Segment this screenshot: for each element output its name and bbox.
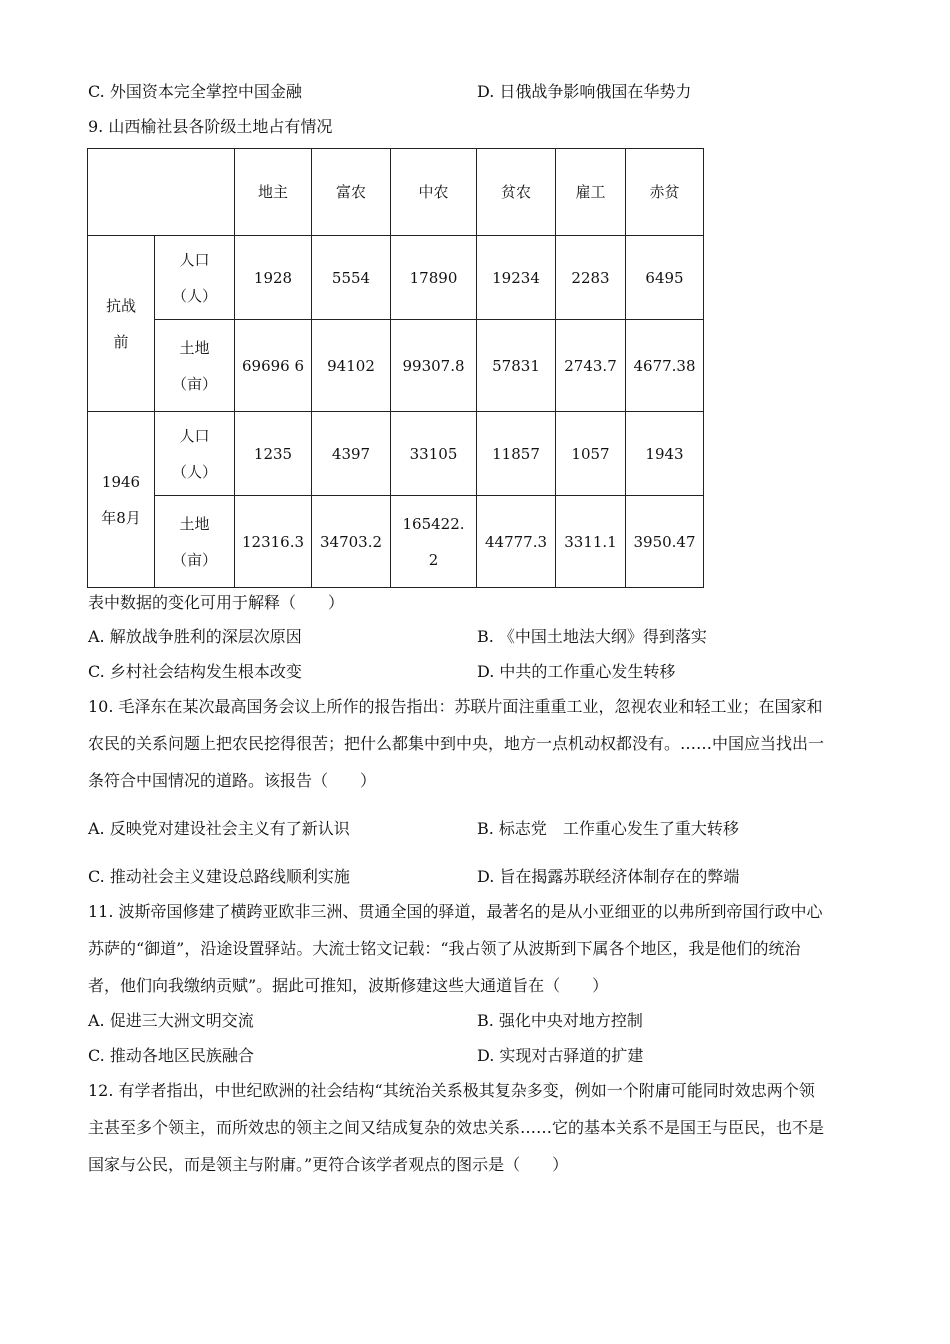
row-label-land: 土地 （亩） [155,320,235,412]
table-cell: 33105 [391,412,477,496]
q10-option-d: D. 旨在揭露苏联经济体制存在的弊端 [477,867,740,886]
period-label-aug-1946: 1946 年8月 [88,412,155,588]
table-cell: 3311.1 [556,496,626,588]
q9-option-c: C. 乡村社会结构发生根本改变 [88,662,302,681]
table-row [88,412,704,496]
table-cell: 94102 [312,320,391,412]
period-label-before-war: 抗战 前 [88,236,155,412]
table-cell: 1235 [235,412,312,496]
q9-option-d: D. 中共的工作重心发生转移 [477,662,676,681]
table-cell: 11857 [477,412,556,496]
q9-question: 表中数据的变化可用于解释（ ） [88,593,345,612]
table-cell: 2743.7 [556,320,626,412]
q10-option-b: B. 标志党 工作重心发生了重大转移 [477,819,739,838]
table-cell: 99307.8 [391,320,477,412]
q11-option-a: A. 促进三大洲文明交流 [88,1011,254,1030]
row-label-land: 土地 （亩） [155,496,235,588]
table-row [88,236,704,320]
q8-option-c: C. 外国资本完全掌控中国金融 [88,82,302,101]
q9-option-a: A. 解放战争胜利的深层次原因 [88,627,302,646]
table-cell: 1928 [235,236,312,320]
table-cell: 3950.47 [626,496,704,588]
table-header-row [88,149,704,236]
table-row [88,496,704,588]
q12-stem-line: 主甚至多个领主，而所效忠的领主之间又结成复杂的效忠关系……它的基本关系不是国王与臣民，也不是 [88,1118,825,1137]
q11-option-d: D. 实现对古驿道的扩建 [477,1046,644,1065]
table-row [88,320,704,412]
q8-option-d: D. 日俄战争影响俄国在华势力 [477,82,692,101]
table-cell: 19234 [477,236,556,320]
land-ownership-table [87,148,704,588]
header-cell: 中农 [391,149,477,236]
q10-option-a: A. 反映党对建设社会主义有了新认识 [88,819,350,838]
header-cell: 赤贫 [626,149,704,236]
q9-option-b: B. 《中国土地法大纲》得到落实 [477,627,707,646]
q10-stem-line: 农民的关系问题上把农民挖得很苦；把什么都集中到中央，地方一点机动权都没有。……中国应当找出一 [88,734,825,753]
table-cell: 4677.38 [626,320,704,412]
q11-stem-line: 11. 波斯帝国修建了横跨亚欧非三洲、贯通全国的驿道，最著名的是从小亚细亚的以弗所到帝国行政中心 [88,902,823,921]
q10-stem-line: 条符合中国情况的道路。该报告（ ） [88,771,377,790]
table-cell: 4397 [312,412,391,496]
table-cell: 5554 [312,236,391,320]
q12-stem-line: 12. 有学者指出，中世纪欧洲的社会结构“其统治关系极其复杂多变，例如一个附庸可能同时效忠两个领 [88,1081,815,1100]
table-cell: 69696 6 [235,320,312,412]
table-cell: 12316.3 [235,496,312,588]
table-cell: 17890 [391,236,477,320]
q12-stem-line: 国家与公民，而是领主与附庸。”更符合该学者观点的图示是（ ） [88,1155,569,1174]
table-cell: 44777.3 [477,496,556,588]
table-cell: 34703.2 [312,496,391,588]
q11-option-c: C. 推动各地区民族融合 [88,1046,254,1065]
header-cell: 地主 [235,149,312,236]
table-cell: 6495 [626,236,704,320]
table-cell: 1057 [556,412,626,496]
q11-stem-line: 者，他们向我缴纳贡赋”。据此可推知，波斯修建这些大通道旨在（ ） [88,976,609,995]
row-label-population: 人口 （人） [155,236,235,320]
q11-option-b: B. 强化中央对地方控制 [477,1011,643,1030]
q10-stem-line: 10. 毛泽东在某次最高国务会议上所作的报告指出：苏联片面注重重工业，忽视农业和轻工业；在国家和 [88,697,823,716]
table-cell: 165422. 2 [391,496,477,588]
header-cell: 雇工 [556,149,626,236]
q9-stem: 9. 山西榆社县各阶级土地占有情况 [88,117,333,136]
row-label-population: 人口 （人） [155,412,235,496]
table-cell: 57831 [477,320,556,412]
header-cell: 富农 [312,149,391,236]
table-cell: 2283 [556,236,626,320]
q11-stem-line: 苏萨的“御道”，沿途设置驿站。大流士铭文记载：“我占领了从波斯到下属各个地区，我是他们的统治 [88,939,801,958]
header-cell: 贫农 [477,149,556,236]
table-cell: 1943 [626,412,704,496]
table-corner-cell [88,149,235,236]
q10-option-c: C. 推动社会主义建设总路线顺利实施 [88,867,350,886]
